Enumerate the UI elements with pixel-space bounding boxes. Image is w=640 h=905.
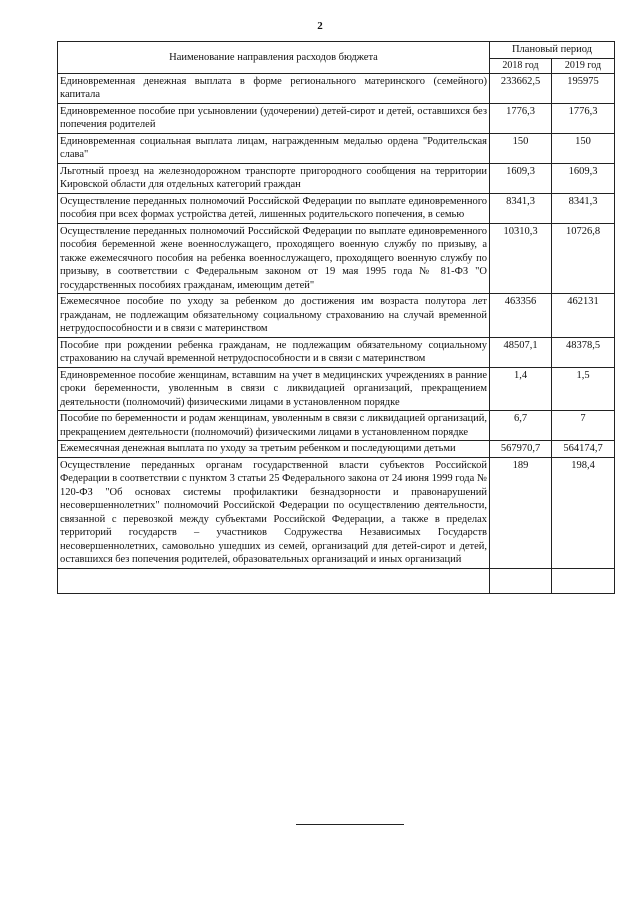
budget-table [57,41,615,594]
row-value-2018: 1609,3 [490,163,552,193]
blank-cell [490,568,552,593]
row-name: Единовременное пособие при усыновлении (удочерении) детей-сирот и детей, оставшихся без попечения родителей [58,103,490,133]
row-name: Осуществление переданных полномочий Российской Федерации по выплате единовременного пособия беременной жене военнослужащего, проходящего военную службу по призыву, а также ежемесячного пособия на ребенка военнослужащего, проходящего военную службу по призыву, в соответствии с Федеральным законом от 19 мая 1995 года № 81-ФЗ "О государственных пособиях гражданам, имеющим детей" [58,223,490,294]
table-row [58,441,615,458]
row-name: Ежемесячное пособие по уходу за ребенком до достижения им возраста полутора лет гражданам, не подлежащим обязательному социальному страхованию на случай временной нетрудоспособности и в связи с материнством [58,294,490,338]
row-value-2018: 1776,3 [490,103,552,133]
column-header-year-2018: 2018 год [490,58,552,73]
row-name: Пособие по беременности и родам женщинам, уволенным в связи с ликвидацией организаций, прекращением деятельности (полномочий) физическими лицами в установленном порядке [58,411,490,441]
table-row-blank [58,568,615,593]
row-name: Осуществление переданных полномочий Российской Федерации по выплате единовременного пособия при всех формах устройства детей, лишенных родительского попечения, в семью [58,193,490,223]
row-name: Единовременное пособие женщинам, вставшим на учет в медицинских учреждениях в ранние сроки беременности, уволенным в связи с ликвидацией организаций, прекращением деятельности (полномочий) физическими лицами в установленном порядке [58,367,490,411]
row-value-2019: 150 [552,133,615,163]
table-row [58,73,615,103]
column-header-year-2019: 2019 год [552,58,615,73]
row-value-2018: 1,4 [490,367,552,411]
row-value-2019: 1609,3 [552,163,615,193]
row-name: Льготный проезд на железнодорожном транспорте пригородного сообщения на территории Кировской области для отдельных категорий граждан [58,163,490,193]
row-value-2019: 10726,8 [552,223,615,294]
row-name: Единовременная денежная выплата в форме регионального материнского (семейного) капитала [58,73,490,103]
row-value-2019: 1,5 [552,367,615,411]
row-name: Осуществление переданных органам государственной власти субъектов Российской Федерации в соответствии с пунктом 3 статьи 25 Федерального закона от 24 июня 1999 года № 120-ФЗ "Об основах системы профилактики безнадзорности и правонарушений несовершеннолетних" полномочий Российской Федерации по осуществлению деятельности, связанной с перевозкой между субъектами Российской Федерации, а также в пределах территорий государств – участников Содружества Независимых Государств несовершеннолетних, самовольно ушедших из семей, организаций для детей-сирот и детей, оставшихся без попечения родителей, образовательных организаций и иных организаций [58,457,490,568]
row-value-2018: 6,7 [490,411,552,441]
row-value-2019: 198,4 [552,457,615,568]
row-value-2019: 8341,3 [552,193,615,223]
signature-line-divider [296,824,404,825]
table-row [58,193,615,223]
table-row [58,103,615,133]
row-value-2018: 10310,3 [490,223,552,294]
column-header-name: Наименование направления расходов бюджета [58,42,490,74]
row-value-2019: 1776,3 [552,103,615,133]
table-row [58,133,615,163]
table-row [58,163,615,193]
row-name: Единовременная социальная выплата лицам, награжденным медалью ордена "Родительская слава" [58,133,490,163]
row-value-2018: 233662,5 [490,73,552,103]
table-row [58,337,615,367]
blank-cell [552,568,615,593]
table-header [58,42,615,74]
row-name: Пособие при рождении ребенка гражданам, не подлежащим обязательному социальному страхованию на случай временной нетрудоспособности и в связи с материнством [58,337,490,367]
blank-cell [58,568,490,593]
row-name: Ежемесячная денежная выплата по уходу за третьим ребенком и последующими детьми [58,441,490,458]
table-row [58,294,615,338]
row-value-2018: 150 [490,133,552,163]
row-value-2018: 567970,7 [490,441,552,458]
column-header-plan-period: Плановый период [490,42,615,59]
row-value-2018: 48507,1 [490,337,552,367]
table-row [58,367,615,411]
row-value-2018: 8341,3 [490,193,552,223]
table-row [58,223,615,294]
table-row [58,457,615,568]
page-number: 2 [317,20,323,32]
row-value-2018: 463356 [490,294,552,338]
row-value-2019: 7 [552,411,615,441]
row-value-2019: 564174,7 [552,441,615,458]
table-row [58,411,615,441]
table-body [58,73,615,593]
row-value-2019: 48378,5 [552,337,615,367]
row-value-2018: 189 [490,457,552,568]
row-value-2019: 195975 [552,73,615,103]
row-value-2019: 462131 [552,294,615,338]
